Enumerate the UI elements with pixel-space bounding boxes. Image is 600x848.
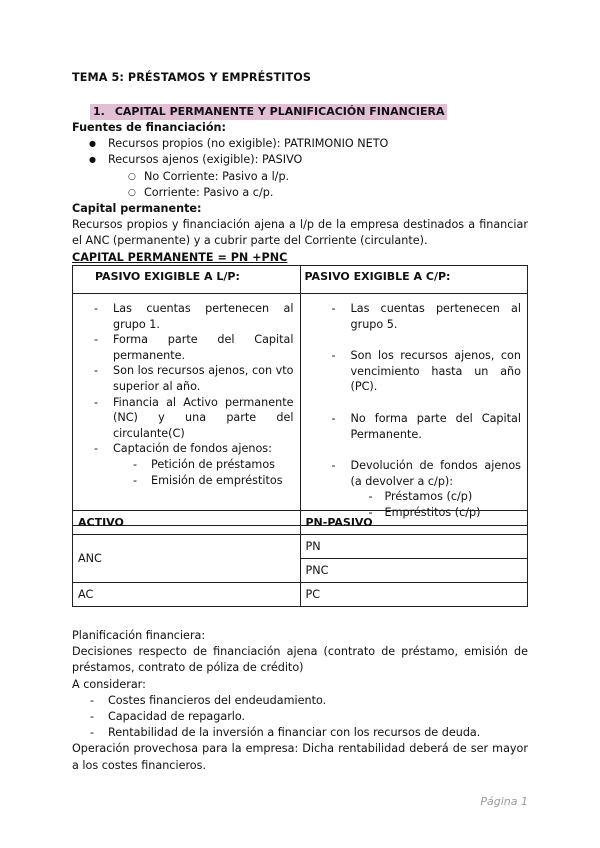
intro-block: [72, 120, 528, 266]
considerar-label: A considerar:: [72, 677, 146, 691]
list-item: - Captación de fondos ajenos:: [73, 441, 294, 457]
pn-cell: PN: [300, 535, 528, 559]
list-item: - Petición de préstamos: [73, 457, 294, 473]
list-item: - Capacidad de repagarlo.: [72, 709, 528, 725]
pasivo-cp-header: PASIVO EXIGIBLE A C/P:: [300, 266, 528, 294]
page-number: Página 1: [480, 795, 528, 808]
balance-table: [72, 510, 528, 607]
list-item: ○ No Corriente: Pasivo a l/p.: [72, 169, 528, 185]
pasivo-cp-cell: [300, 294, 528, 526]
list-item: - Son los recursos ajenos, con vencimiento hasta un año (PC).: [311, 348, 522, 395]
section-number: 1.: [93, 105, 105, 118]
list-item: - Devolución de fondos ajenos (a devolver a c/p):: [311, 458, 522, 489]
list-item: - Rentabilidad de la inversión a financiar con los recursos de deuda.: [72, 725, 528, 741]
pasivo-lp-header: PASIVO EXIGIBLE A L/P:: [73, 266, 301, 294]
planificacion-block: [72, 628, 528, 774]
planificacion-label: Planificación financiera:: [72, 629, 206, 642]
capital-text: Recursos propios y financiación ajena a l/p de la empresa destinados a financiar el ANC (permanente) y a cubrir parte del Corriente (circulante).: [72, 218, 528, 248]
activo-header: ACTIVO: [73, 511, 301, 535]
capital-formula: CAPITAL PERMANENTE = PN +PNC: [72, 250, 288, 264]
list-item: - Préstamos (c/p): [311, 489, 522, 505]
list-item: - Las cuentas pertenecen al grupo 5.: [311, 301, 522, 332]
list-item: - Forma parte del Capital permanente.: [73, 332, 294, 363]
capital-label: Capital permanente:: [72, 202, 202, 216]
list-item: - Financia al Activo permanente (NC) y una parte del circulante(C): [73, 395, 294, 442]
considerar-list: [72, 693, 528, 742]
section-heading-text: CAPITAL PERMANENTE Y PLANIFICACIÓN FINANCIERA: [114, 105, 445, 118]
pc-cell: PC: [300, 583, 528, 607]
conclusion-text: Operación provechosa para la empresa: Dicha rentabilidad deberá de ser mayor a los costes financieros.: [72, 742, 528, 772]
pn-pasivo-header: PN-PASIVO: [300, 511, 528, 535]
list-item: - Emisión de empréstitos: [73, 473, 294, 489]
anc-cell: ANC: [73, 535, 301, 583]
list-item: - Son los recursos ajenos, con vto superior al año.: [73, 363, 294, 394]
list-item: - Empréstitos (c/p): [311, 505, 522, 521]
pnc-cell: PNC: [300, 559, 528, 583]
pasivo-lp-cell: [73, 294, 301, 526]
list-item: ● Recursos propios (no exigible): PATRIMONIO NETO: [72, 136, 528, 152]
list-item: - No forma parte del Capital Permanente.: [311, 411, 522, 442]
section-heading: [90, 104, 447, 120]
fuentes-list: [72, 136, 528, 168]
fuentes-label: Fuentes de financiación:: [72, 121, 226, 134]
pasivo-table: [72, 265, 528, 526]
list-item: ○ Corriente: Pasivo a c/p.: [72, 185, 528, 201]
planificacion-text: Decisiones respecto de financiación ajena (contrato de préstamo, emisión de préstamos, contrato de póliza de crédito): [72, 645, 528, 675]
ac-cell: AC: [73, 583, 301, 607]
list-item: ● Recursos ajenos (exigible): PASIVO: [72, 152, 528, 168]
list-item: - Costes financieros del endeudamiento.: [72, 693, 528, 709]
list-item: - Las cuentas pertenecen al grupo 1.: [73, 301, 294, 332]
fuentes-sublist: [72, 169, 528, 201]
page-title: TEMA 5: PRÉSTAMOS Y EMPRÉSTITOS: [72, 71, 312, 84]
